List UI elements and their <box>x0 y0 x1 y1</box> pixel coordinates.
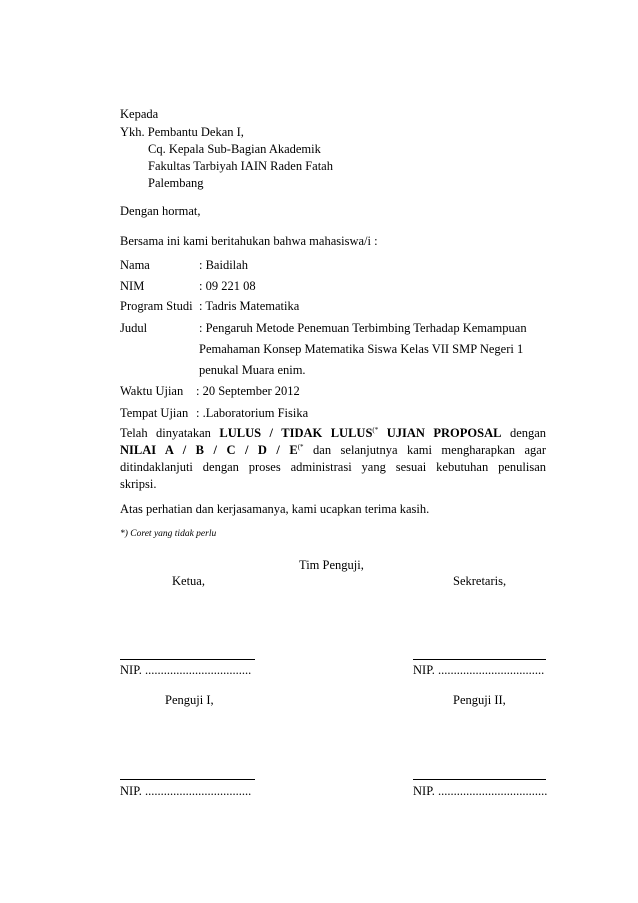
statement-line-4: skripsi. <box>120 477 157 491</box>
penguji-1-label: Penguji I, <box>165 693 214 707</box>
statement-dengan: dengan <box>509 426 547 440</box>
lulus-option: LULUS / TIDAK LULUS <box>219 426 373 440</box>
nip-ketua: NIP. .................................. <box>120 663 252 677</box>
recipient-title: Ykh. Pembantu Dekan I, <box>120 125 244 139</box>
waktu-label: Waktu Ujian <box>120 384 184 398</box>
penguji-2-label: Penguji II, <box>453 693 506 707</box>
statement-line-3: ditindaklanjuti dengan proses administrasi yang sesuai kebutuhan penulisan <box>120 460 546 474</box>
recipient-city: Palembang <box>148 176 204 190</box>
judul-label: Judul <box>120 321 148 335</box>
nip-sekretaris: NIP. .................................. <box>413 663 545 677</box>
nim-value: : 09 221 08 <box>199 279 256 293</box>
intro-text: Bersama ini kami beritahukan bahwa mahasiswa/i : <box>120 234 378 248</box>
signature-line-penguji-2 <box>413 779 546 780</box>
recipient-faculty: Fakultas Tarbiyah IAIN Raden Fatah <box>148 159 333 173</box>
tempat-label: Tempat Ujian <box>120 406 189 420</box>
prodi-value: : Tadris Matematika <box>199 299 300 313</box>
sekretaris-label: Sekretaris, <box>453 574 507 588</box>
statement-intro: Telah dinyatakan <box>120 426 211 440</box>
nama-label: Nama <box>120 258 150 272</box>
nip-penguji-2: NIP. ................................... <box>413 784 548 798</box>
signature-line-penguji-1 <box>120 779 255 780</box>
judul-line-2: Pemahaman Konsep Matematika Siswa Kelas VII SMP Negeri 1 <box>199 342 524 356</box>
judul-line-3: penukal Muara enim. <box>199 363 306 377</box>
nip-penguji-1: NIP. .................................. <box>120 784 252 798</box>
footnote-text: *) Coret yang tidak perlu <box>120 529 217 539</box>
nim-label: NIM <box>120 279 145 293</box>
footnote-mark: (* <box>372 426 379 434</box>
greeting: Dengan hormat, <box>120 204 201 218</box>
footnote-mark: (* <box>297 443 304 451</box>
closing-text: Atas perhatian dan kerjasamanya, kami ucapkan terima kasih. <box>120 502 430 516</box>
statement-line-2 <box>120 444 546 457</box>
statement-line-1 <box>120 427 546 440</box>
judul-line-1: : Pengaruh Metode Penemuan Terbimbing Terhadap Kemampuan <box>199 321 527 335</box>
ujian-proposal: UJIAN PROPOSAL <box>386 426 502 440</box>
statement-continued: dan selanjutnya kami mengharapkan agar <box>313 443 547 457</box>
waktu-value: : 20 September 2012 <box>196 384 300 398</box>
signature-line-sekretaris <box>413 659 546 660</box>
ketua-label: Ketua, <box>172 574 205 588</box>
recipient-cq: Cq. Kepala Sub-Bagian Akademik <box>148 142 321 156</box>
recipient-kepada: Kepada <box>120 107 159 121</box>
tempat-value: : .Laboratorium Fisika <box>196 406 309 420</box>
prodi-label: Program Studi <box>120 299 193 313</box>
tim-penguji-heading: Tim Penguji, <box>299 558 364 572</box>
nilai-options: NILAI A / B / C / D / E <box>120 443 298 457</box>
nama-value: : Baidilah <box>199 258 248 272</box>
signature-line-ketua <box>120 659 255 660</box>
